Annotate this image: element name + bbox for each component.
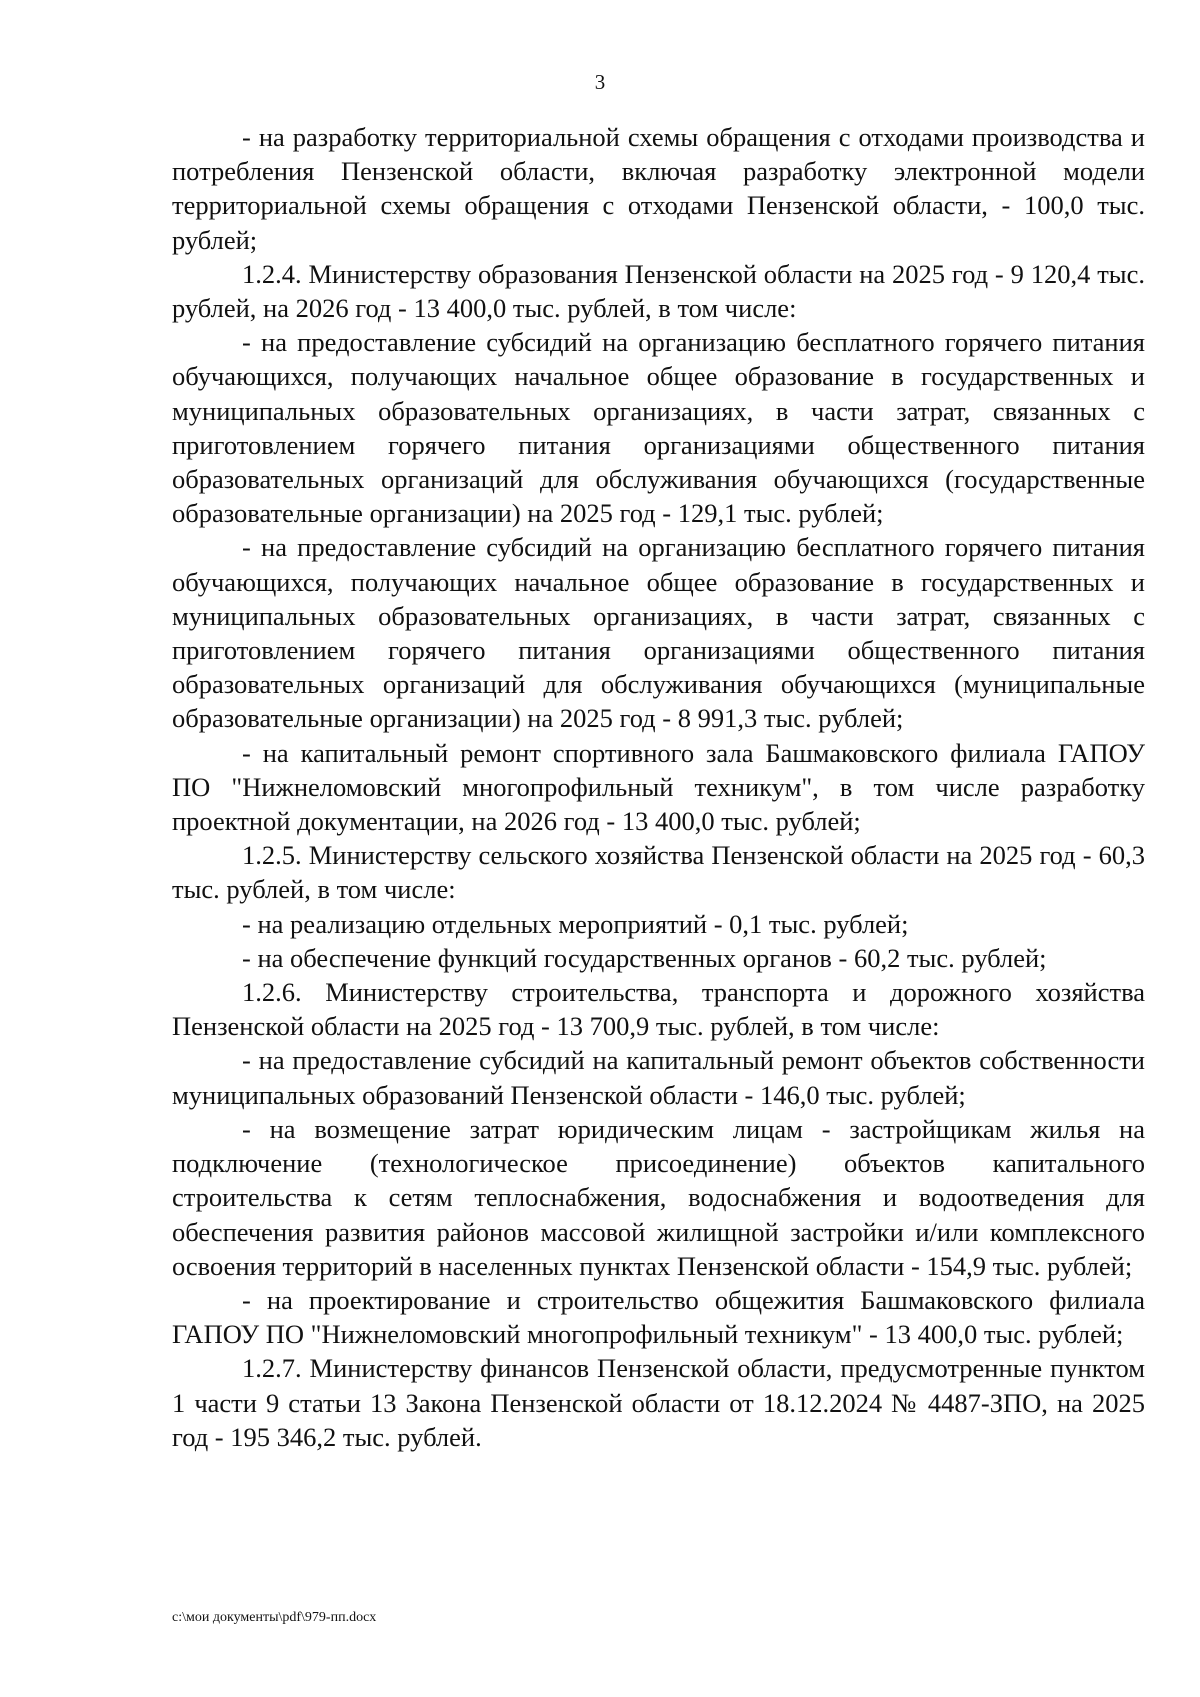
footer-file-path: c:\мои документы\pdf\979-пп.docx bbox=[172, 1610, 377, 1625]
paragraph-capital-repair-subsidies: - на предоставление субсидий на капитальный ремонт объектов собственности муниципальных образований Пензенской области - 146,0 тыс. рублей; bbox=[172, 1045, 1145, 1110]
paragraph-1-2-6-construction: 1.2.6. Министерству строительства, транспорта и дорожного хозяйства Пензенской области на 2025 год - 13 700,9 тыс. рублей, в том числе: bbox=[172, 977, 1145, 1042]
document-body bbox=[172, 120, 1145, 1454]
paragraph-1-2-5-agriculture: 1.2.5. Министерству сельского хозяйства Пензенской области на 2025 год - 60,3 тыс. рублей, в том числе: bbox=[172, 840, 1145, 905]
paragraph-dormitory-construction: - на проектирование и строительство общежития Башмаковского филиала ГАПОУ ПО "Нижнеломовский многопрофильный техникум" - 13 400,0 тыс. рублей; bbox=[172, 1284, 1145, 1350]
paragraph-developer-compensation: - на возмещение затрат юридическим лицам - застройщикам жилья на подключение (технологическое присоединение) объектов капитального строительства к сетям теплоснабжения, водоснабжения и водоотведения для обеспечения развития районов массовой жилищной застройки и/или комплексного освоения территорий в населенных пунктах Пензенской области - 154,9 тыс. рублей; bbox=[172, 1113, 1145, 1281]
paragraph-meals-state-orgs: - на предоставление субсидий на организацию бесплатного горячего питания обучающихся, получающих начальное общее образование в государственных и муниципальных образовательных организациях, в части затрат, связанных с приготовлением горячего питания организациями общественного питания образовательных организаций для обслуживания обучающихся (государственные образовательные организации) на 2025 год - 129,1 тыс. рублей; bbox=[172, 327, 1145, 529]
paragraph-separate-measures: - на реализацию отдельных мероприятий - 0,1 тыс. рублей; bbox=[242, 908, 909, 939]
paragraph-1-2-7-finance: 1.2.7. Министерству финансов Пензенской области, предусмотренные пунктом 1 части 9 статьи 13 Закона Пензенской области от 18.12.2024 № 4487-ЗПО, на 2025 год - 195 346,2 тыс. рублей. bbox=[172, 1353, 1145, 1452]
paragraph-1-2-4-education: 1.2.4. Министерству образования Пензенской области на 2025 год - 9 120,4 тыс. рублей, на 2026 год - 13 400,0 тыс. рублей, в том числе: bbox=[172, 258, 1145, 324]
paragraph-sports-hall-repair: - на капитальный ремонт спортивного зала Башмаковского филиала ГАПОУ ПО "Нижнеломовский многопрофильный техникум", в том числе разработку проектной документации, на 2026 год - 13 400,0 тыс. рублей; bbox=[172, 737, 1145, 837]
page-number: 3 bbox=[594, 70, 606, 94]
paragraph-state-bodies-functions: - на обеспечение функций государственных органов - 60,2 тыс. рублей; bbox=[242, 942, 1047, 973]
paragraph-meals-municipal-orgs: - на предоставление субсидий на организацию бесплатного горячего питания обучающихся, получающих начальное общее образование в государственных и муниципальных образовательных организациях, в части затрат, связанных с приготовлением горячего питания организациями общественного питания образовательных организаций для обслуживания обучающихся (муниципальные образовательные организации) на 2025 год - 8 991,3 тыс. рублей; bbox=[172, 532, 1145, 734]
paragraph-waste-scheme: - на разработку территориальной схемы обращения с отходами производства и потребления Пензенской области, включая разработку электронной модели территориальной схемы обращения с отходами Пензенской области, - 100,0 тыс. рублей; bbox=[172, 122, 1145, 255]
